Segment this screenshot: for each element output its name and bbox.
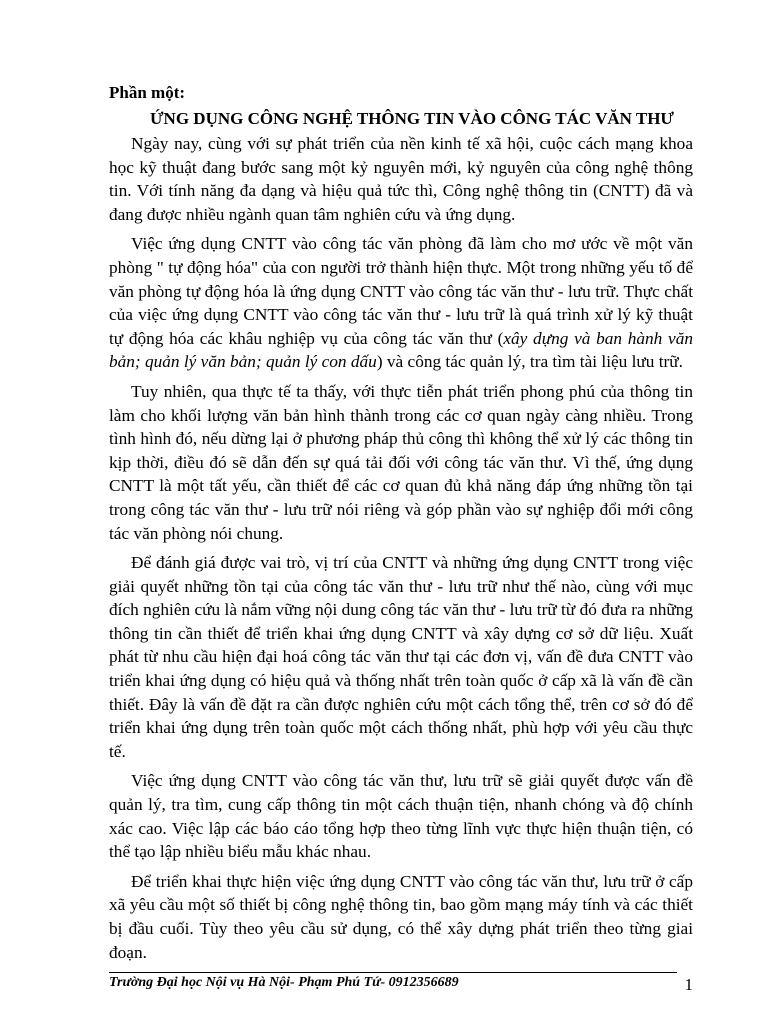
footer-divider — [109, 972, 677, 973]
part-label: Phần một: — [109, 83, 186, 102]
footer-text: Trường Đại học Nội vụ Hà Nội- Phạm Phú Tứ- 0912356689 — [109, 975, 459, 990]
paragraph-2-italic-text: xây dựng và ban hành văn bản; quản lý văn bản; quản lý con dấu — [109, 328, 693, 372]
page-number: 1 — [684, 975, 693, 994]
paragraph-1: Ngày nay, cùng với sự phát triển của nền kinh tế xã hội, cuộc cách mạng khoa học kỹ thuật đang bước sang một kỷ nguyên mới, kỷ nguyên của công nghệ thông tin. Với tính năng đa dạng và hiệu quả tức thì, Công nghệ thông tin (CNTT) đã và đang được nhiều ngành quan tâm nghiên cứu và ứng dụng. — [109, 134, 693, 224]
paragraph-4: Để đánh giá được vai trò, vị trí của CNTT và những ứng dụng CNTT trong việc giải quyết những tồn tại của công tác văn thư - lưu trữ như thế nào, cùng với mục đích nghiên cứu là nắm vững nội dung công tác văn thư - lưu trữ từ đó đưa ra những thông tin cần thiết để triển khai ứng dụng CNTT và xây dựng cơ sở dữ liệu. Xuất phát từ nhu cầu hiện đại hoá công tác văn thư tại các đơn vị, vấn đề đưa CNTT vào triển khai ứng dụng có hiệu quả và thống nhất trên toàn quốc ở cấp xã là vấn đề cần thiết. Đây là vấn đề đặt ra cần được nghiên cứu một cách tổng thể, trên cơ sở đó để triển khai ứng dụng trên toàn quốc một cách thống nhất, phù hợp với yêu cầu thực tế. — [109, 553, 693, 761]
document-page — [109, 80, 693, 970]
paragraph-5: Việc ứng dụng CNTT vào công tác văn thư, lưu trữ sẽ giải quyết được vấn đề quản lý, tra tìm, cung cấp thông tin một cách thuận tiện, nhanh chóng và độ chính xác cao. Việc lập các báo cáo tổng hợp theo từng lĩnh vực thực hiện thuận tiện, có thể tạo lập nhiều biểu mẫu khác nhau. — [109, 771, 693, 862]
paragraph-2 — [109, 232, 693, 374]
paragraph-2-text-after: ) và công tác quản lý, tra tìm tài liệu lưu trữ. — [376, 352, 683, 372]
paragraph-6: Để triển khai thực hiện việc ứng dụng CNTT vào công tác văn thư, lưu trữ ở cấp xã yêu cầu một số thiết bị công nghệ thông tin, bao gồm mạng máy tính và các thiết bị đầu cuối. Tùy theo yêu cầu sử dụng, có thể xây dựng phát triển theo từng giai đoạn. — [109, 871, 693, 962]
paragraph-3: Tuy nhiên, qua thực tế ta thấy, với thực tiễn phát triển phong phú của thông tin làm cho khối lượng văn bản hình thành trong các cơ quan ngày càng nhiều. Trong tình hình đó, nếu dừng lại ở phương pháp thủ công thì không thể xử lý các thông tin kịp thời, điều đó sẽ dẫn đến sự quá tải đối với công tác văn thư. Vì thế, ứng dụng CNTT là một tất yếu, cần thiết để các cơ quan đủ khả năng đáp ứng những tồn tại trong công tác văn thư - lưu trữ nói riêng và góp phần vào sự nghiệp đổi mới công tác văn phòng nói chung. — [109, 381, 693, 543]
document-title: ỨNG DỤNG CÔNG NGHỆ THÔNG TIN VÀO CÔNG TÁC VĂN THƯ — [150, 109, 674, 128]
paragraph-2-text-before: Việc ứng dụng CNTT vào công tác văn phòng đã làm cho mơ ước về một văn phòng " tự động hóa" của con người trở thành hiện thực. Một trong những yếu tố để văn phòng tự động hóa là ứng dụng CNTT vào công tác văn thư - lưu trữ. Thực chất của việc ứng dụng CNTT vào công tác văn thư - lưu trữ là quá trình xử lý kỹ thuật tự động hóa các khâu nghiệp vụ của công tác văn thư ( — [109, 234, 693, 348]
